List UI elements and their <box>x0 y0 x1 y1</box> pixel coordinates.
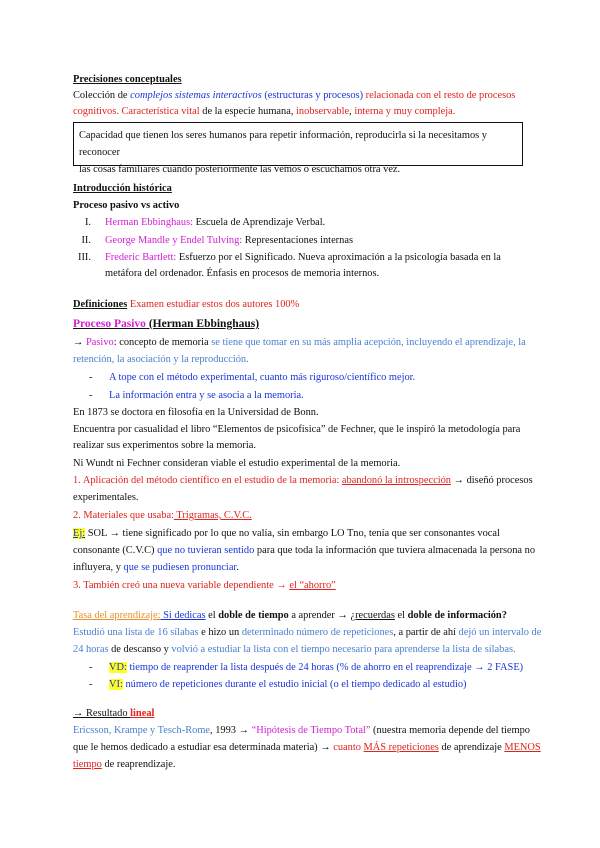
bullet-dash: - <box>89 662 93 673</box>
text-span: Definiciones <box>73 299 128 310</box>
bullet-dash: - <box>89 372 93 383</box>
text-span: → diseñó procesos <box>451 475 533 486</box>
text-span: A tope con el método experimental, cuanto más riguroso/científico mejor. <box>109 372 416 383</box>
paragraph-line <box>73 105 455 119</box>
definitions-heading <box>73 298 299 312</box>
text-span: (estructuras y procesos) <box>261 90 366 101</box>
section-title-precisiones: Precisiones conceptuales <box>73 74 182 85</box>
text-span: Escuela de Aprendizaje Verbal. <box>193 217 326 228</box>
vd-label: VD: <box>109 662 127 673</box>
text-span: doble de información? <box>407 610 507 621</box>
numbered-point-1 <box>73 474 533 488</box>
text-span: : concepto de memoria <box>113 337 209 348</box>
example-line <box>73 561 239 575</box>
text-span: número de repeticiones durante el estudio inicial (o el tiempo dedicado al estudio) <box>122 679 467 690</box>
paragraph-line: experimentales. <box>73 492 139 503</box>
numbered-point-3 <box>73 579 336 593</box>
text-span: cognitivos. Característica vital <box>73 106 200 117</box>
text-span: MENOS <box>504 742 541 753</box>
text-span: relacionada con el resto de procesos <box>365 90 516 101</box>
arrow: → <box>73 337 86 348</box>
text-span: para que toda la información que tuviera almacenada la persona no <box>254 545 536 556</box>
box-line: las cosas familiares cuando posteriormente las vemos o escuchamos otra vez. <box>79 164 401 175</box>
text-span: doble de tiempo <box>218 610 289 621</box>
paragraph-line <box>73 89 515 103</box>
text-span: de descanso y <box>108 644 172 655</box>
tasa-aprendizaje-line <box>73 609 507 623</box>
text-span: de reaprendizaje. <box>101 759 176 770</box>
resultado-line <box>73 707 154 721</box>
text-span: 3. También creó una nueva variable dependiente → <box>73 580 290 591</box>
definition-box <box>73 122 523 175</box>
text-span: e hizo un <box>198 627 242 638</box>
text-span: a aprender → <box>288 610 351 621</box>
text-span: → Resultado <box>73 708 131 719</box>
text-span: influyera, y <box>73 562 124 573</box>
text-span: 2. Materiales que usaba: <box>73 510 174 521</box>
text-span: el <box>394 610 408 621</box>
bullet-dash: - <box>89 390 93 401</box>
list-number: III. <box>78 252 91 263</box>
paragraph-line: Encuentra por casualidad el libro “Elementos de psicofísica” de Fechner, que le inspiró la metodología para <box>73 424 521 435</box>
text-span: , a partir de ahí <box>393 627 459 638</box>
text-span: tiempo <box>73 759 102 770</box>
text-span: volvió a estudiar la lista con el tiempo necesario para aprenderse la lista de sílabas. <box>171 644 516 655</box>
text-span: Colección de <box>73 90 131 101</box>
text-span: dejó un intervalo de <box>458 627 542 638</box>
text-span: Esfuerzo por el Significado. Nueva aproximación a la psicología basada en la <box>176 252 501 263</box>
text-span: determinado número de repeticiones <box>241 627 394 638</box>
text-span: consonante (C.V.C) <box>73 545 158 556</box>
author-name: Frederic Bartlett: <box>105 252 177 263</box>
text-span: de aprendizaje <box>438 742 505 753</box>
numbered-point-2 <box>73 509 252 523</box>
example-line <box>73 544 535 558</box>
section-title-introduccion: Introducción histórica <box>73 183 172 194</box>
text-span: Ericsson, Krampe y Tesch-Rome <box>73 725 211 736</box>
text-span: se tiene que tomar en su más amplia acepción, incluyendo el aprendizaje, la <box>208 337 526 348</box>
text-span: Estudió una lista de 16 sílabas <box>73 627 199 638</box>
paragraph-line: realizar sus experimentos sobre la memoria. <box>73 440 256 451</box>
text-span: tiempo de reaprender la lista después de 24 horas (% de ahorro en el reaprendizaje → 2 FASE) <box>126 662 524 673</box>
list-number: I. <box>84 217 91 228</box>
text-span: “Hipótesis de Tiempo Total” <box>251 725 371 736</box>
paragraph-line <box>73 626 541 640</box>
text-span: lineal <box>130 708 155 719</box>
text-span: que se pudiesen pronunciar <box>123 562 237 573</box>
vi-label: VI: <box>109 679 123 690</box>
author-name: George Mandle y Endel Tulving: <box>105 235 243 246</box>
text-span: (Herman Ebbinghaus) <box>145 318 260 330</box>
example-line <box>73 527 500 541</box>
text-span: , <box>349 106 355 117</box>
text-span: Representaciones internas <box>242 235 353 246</box>
text-span: complejos sistemas interactivos <box>130 90 262 101</box>
paragraph-line: retención, la asociación y la reproducción. <box>73 354 249 365</box>
paragraph-line <box>73 643 516 657</box>
text-span: que no tuvieran sentido <box>157 545 255 556</box>
text-span: , 1993 → <box>210 725 252 736</box>
paragraph-line <box>73 724 530 738</box>
text-span: el <box>205 610 219 621</box>
paragraph-line: En 1873 se doctora en filosofía en la Universidad de Bonn. <box>73 407 319 418</box>
text-span: cuanto <box>333 742 364 753</box>
text-span: que le hemos dedicado a estudiar esa determinada materia) → <box>73 742 334 753</box>
text-span: La información entra y se asocia a la memoria. <box>109 390 304 401</box>
text-span: . <box>236 562 239 573</box>
author-name: Herman Ebbinghaus: <box>105 217 194 228</box>
text-span: abandonó la introspección <box>341 475 451 486</box>
text-span: el “ahorro” <box>289 580 336 591</box>
paragraph-line: Ni Wundt ni Fechner consideran viable el estudio experimental de la memoria. <box>73 458 401 469</box>
text-span: Si dedicas <box>160 610 206 621</box>
text-span: 24 horas <box>73 644 109 655</box>
text-span: ¿recuerdas <box>350 610 395 621</box>
text-span: Tasa del aprendizaje: <box>73 610 161 621</box>
example-label: Ej: <box>73 528 86 539</box>
text-span: (nuestra memoria depende del tiempo <box>370 725 530 736</box>
text-span: SOL → tiene significado por lo que no valía, sin embargo LO Tno, tenía que ser consonantes vocal <box>85 528 500 539</box>
text-span: interna y muy compleja. <box>354 106 456 117</box>
text-span: 1. Aplicación del método científico en el estudio de la memoria: <box>73 475 342 486</box>
text-span: de la especie humana, <box>199 106 297 117</box>
section-subtitle: Proceso pasivo vs activo <box>73 200 180 211</box>
box-line: Capacidad que tienen los seres humanos para repetir información, reproducirla si la necesitamos y reconocer <box>79 130 487 158</box>
list-item-continuation: metáfora del ordenador. Énfasis en procesos de memoria internos. <box>105 268 380 279</box>
text-span: Proceso Pasivo <box>73 318 146 330</box>
text-span: MÁS repeticiones <box>363 742 439 753</box>
bullet-dash: - <box>89 679 93 690</box>
text-span: inobservable <box>296 106 350 117</box>
paragraph-line <box>73 758 175 772</box>
paragraph-line <box>73 741 541 755</box>
text-span: Pasivo <box>86 337 114 348</box>
paragraph-line <box>73 336 526 350</box>
proceso-pasivo-heading <box>73 317 259 331</box>
text-span: Trigramas, C.V.C. <box>173 510 252 521</box>
text-span: Examen estudiar estos dos autores 100% <box>127 299 300 310</box>
list-number: II. <box>81 235 91 246</box>
